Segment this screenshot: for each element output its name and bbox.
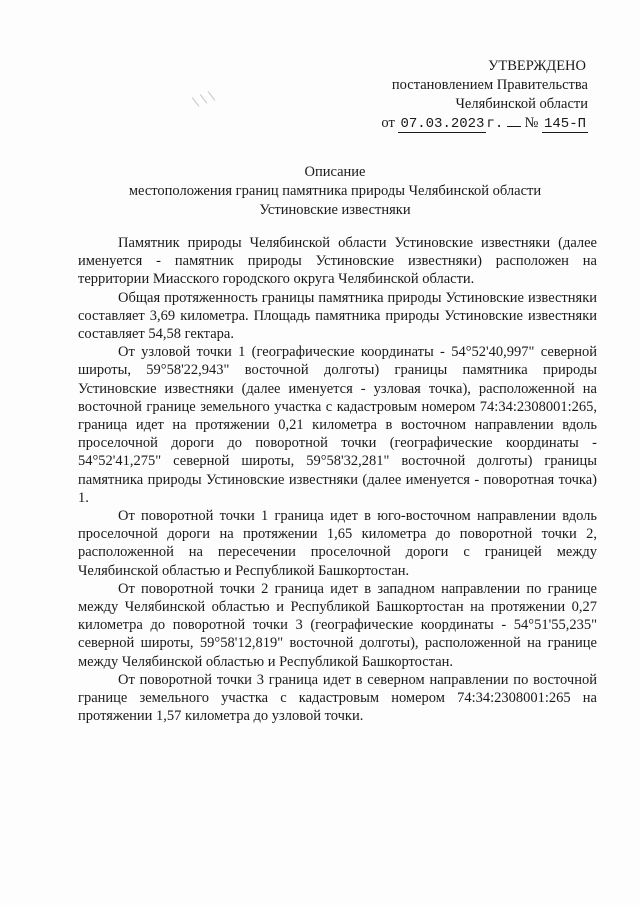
paragraph: От поворотной точки 1 граница идет в юго-восточном направлении вдоль проселочной дороги на протяжении 1,65 километра до поворотной точки 2, расположенной на пересечении проселочной дороги с границей между Челябинской областью и Республикой Башкортостан. — [78, 508, 597, 579]
paragraph: От узловой точки 1 (географические координаты - 54°52'40,997" северной широты, 59°58'22,943" восточной долготы) границы памятника природы Устиновские известняки (далее именуется - узловая точка), расположенной на восточной границе земельного участка с кадастровым номером 74:34:2308001:265, граница идет на протяжении 0,21 километра в восточном направлении вдоль проселочной дороги до поворотной точки (географические координаты - 54°52'41,275" северной широты, 59°58'32,281" восточной долготы) границы памятника природы Устиновские известняки (далее именуется - поворотная точка) 1. — [78, 344, 597, 506]
approval-block — [378, 57, 588, 134]
approval-date: 07.03.2023 — [400, 116, 485, 132]
approval-number: 145-П — [543, 116, 586, 132]
title-line-3: Устиновские известняки — [259, 202, 411, 218]
title-line-1: Описание — [304, 164, 366, 180]
faint-mark: \ \ \ — [191, 88, 217, 111]
approval-region: Челябинской области — [455, 96, 588, 112]
year-suffix: г. — [486, 116, 504, 132]
paragraph: От поворотной точки 2 граница идет в западном направлении по границе между Челябинской областью и Республикой Башкортостан на протяжении 0,27 километра до поворотной точки 3 (географические координаты - 54°51'55,235" северной широты, 59°58'12,819" восточной долготы), расположенной на границе между Челябинской областью и Республикой Башкортостан. — [78, 580, 597, 670]
number-sign: № — [524, 115, 539, 131]
title-line-2: местоположения границ памятника природы Челябинской области — [128, 183, 542, 199]
approval-heading: УТВЕРЖДЕНО — [488, 58, 586, 74]
date-blank — [507, 114, 521, 127]
paragraph: От поворотной точки 3 граница идет в северном направлении по восточной границе земельного участка с кадастровым номером 74:34:2308001:265 на протяжении 1,57 километра до узловой точки. — [78, 671, 597, 725]
paragraph: Памятник природы Челябинской области Устиновские известняки (далее именуется - памятник природы Устиновские известняки) расположен на территории Миасского городского округа Челябинской области. — [78, 235, 597, 288]
paragraph: Общая протяженность границы памятника природы Устиновские известняки составляет 3,69 километра. Площадь памятника природы Устиновские известняки составляет 54,58 гектара. — [78, 289, 597, 343]
document-title — [60, 163, 610, 220]
document-body — [78, 234, 597, 725]
approval-issuer: постановлением Правительства — [391, 77, 588, 93]
date-prefix: от — [381, 115, 395, 131]
approval-date-line — [378, 114, 588, 134]
